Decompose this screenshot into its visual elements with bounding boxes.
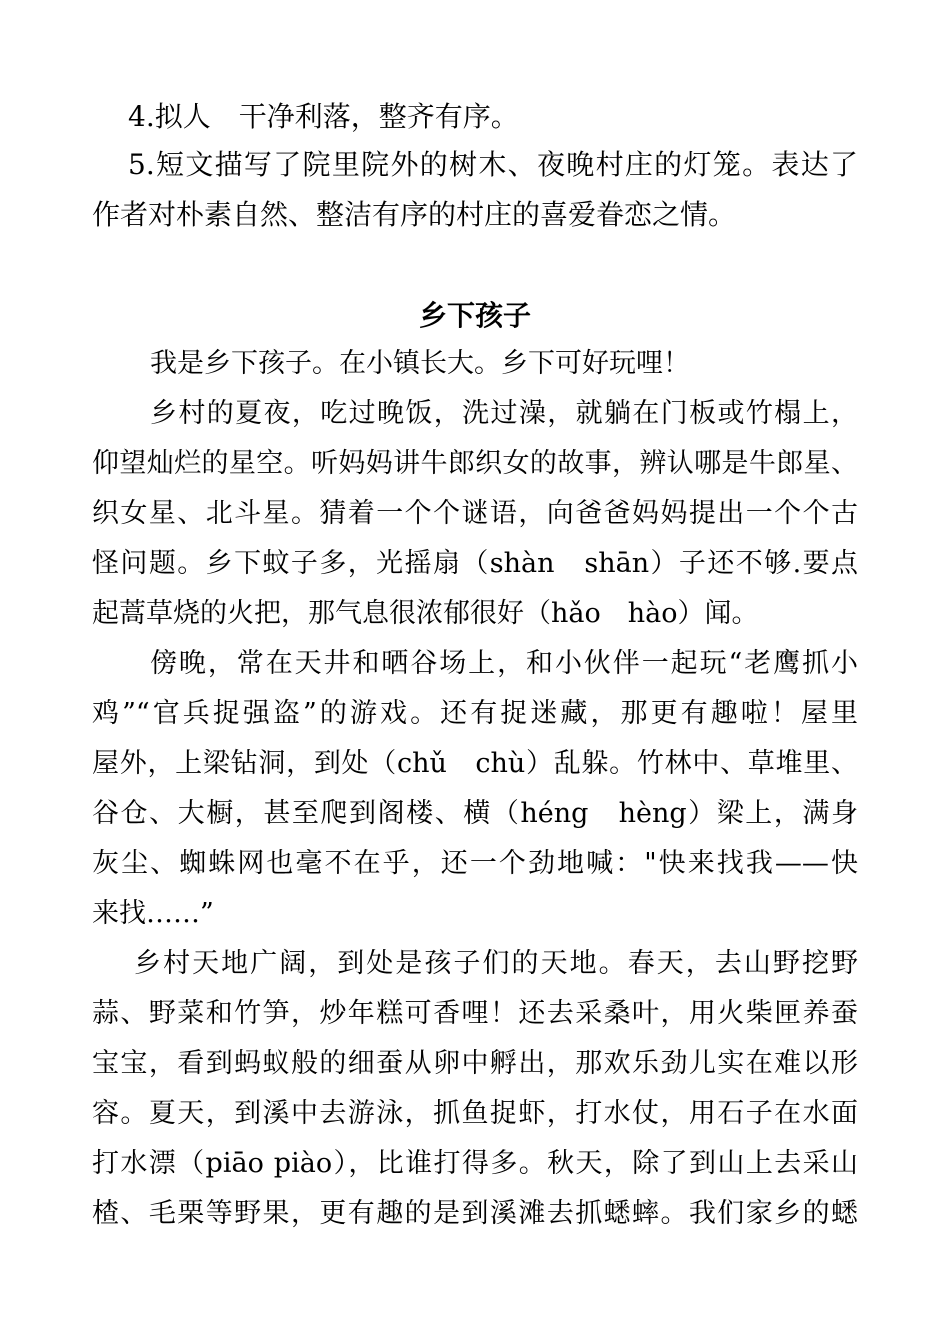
paragraph-line: 鸡”“官兵捉强盗”的游戏。还有捉迷藏，那更有趣啦！屋里 (92, 698, 858, 729)
answer-5-line-2: 作者对朴素自然、整洁有序的村庄的喜爱眷恋之情。 (92, 198, 737, 231)
paragraph-line: 我是乡下孩子。在小镇长大。乡下可好玩哩！ (150, 348, 690, 379)
paragraph-line: 怪问题。乡下蚊子多，光摇扇（shàn shān）子还不够.要点 (92, 548, 858, 579)
paragraph-line: 容。夏天，到溪中去游泳，抓鱼捉虾，打水仗，用石子在水面 (92, 1098, 858, 1129)
paragraph-line: 仰望灿烂的星空。听妈妈讲牛郎织女的故事，辨认哪是牛郎星、 (92, 448, 858, 479)
paragraph-line: 楂、毛栗等野果，更有趣的是到溪滩去抓蟋蟀。我们家乡的蟋 (92, 1198, 858, 1229)
paragraph-line: 起蒿草烧的火把，那气息很浓郁很好（hǎo hào）闻。 (92, 598, 759, 629)
paragraph-line: 打水漂（piāo piào），比谁打得多。秋天，除了到山上去采山 (92, 1148, 858, 1179)
paragraph-line: 傍晚，常在天井和晒谷场上，和小伙伴一起玩“老鹰抓小 (150, 648, 858, 679)
paragraph-line: 灰尘、蜘蛛网也毫不在乎，还一个劲地喊："快来找我——快 (92, 848, 858, 879)
paragraph-line: 乡村天地广阔，到处是孩子们的天地。春天，去山野挖野 (134, 948, 858, 979)
paragraph-line: 屋外，上梁钻洞，到处（chǔ chù）乱躲。竹林中、草堆里、 (92, 748, 858, 779)
paragraph-line: 谷仓、大橱，甚至爬到阁楼、横（héng hèng）梁上，满身 (92, 798, 858, 829)
paragraph-line: 蒜、野菜和竹笋，炒年糕可香哩！还去采桑叶，用火柴匣养蚕 (92, 998, 858, 1029)
paragraph-line: 宝宝，看到蚂蚁般的细蚕从卵中孵出，那欢乐劲儿实在难以形 (92, 1048, 858, 1079)
paragraph-line: 乡村的夏夜，吃过晚饭，洗过澡，就躺在门板或竹榻上， (150, 398, 858, 429)
paragraph-line: 来找……” (92, 898, 214, 929)
paragraph-line: 织女星、北斗星。猜着一个个谜语，向爸爸妈妈提出一个个古 (92, 498, 858, 529)
article-title: 乡下孩子 (418, 299, 531, 332)
answer-5-line-1: 5.短文描写了院里院外的树木、夜晚村庄的灯笼。表达了 (128, 148, 858, 181)
answer-4: 4.拟人 干净利落，整齐有序。 (128, 100, 519, 133)
